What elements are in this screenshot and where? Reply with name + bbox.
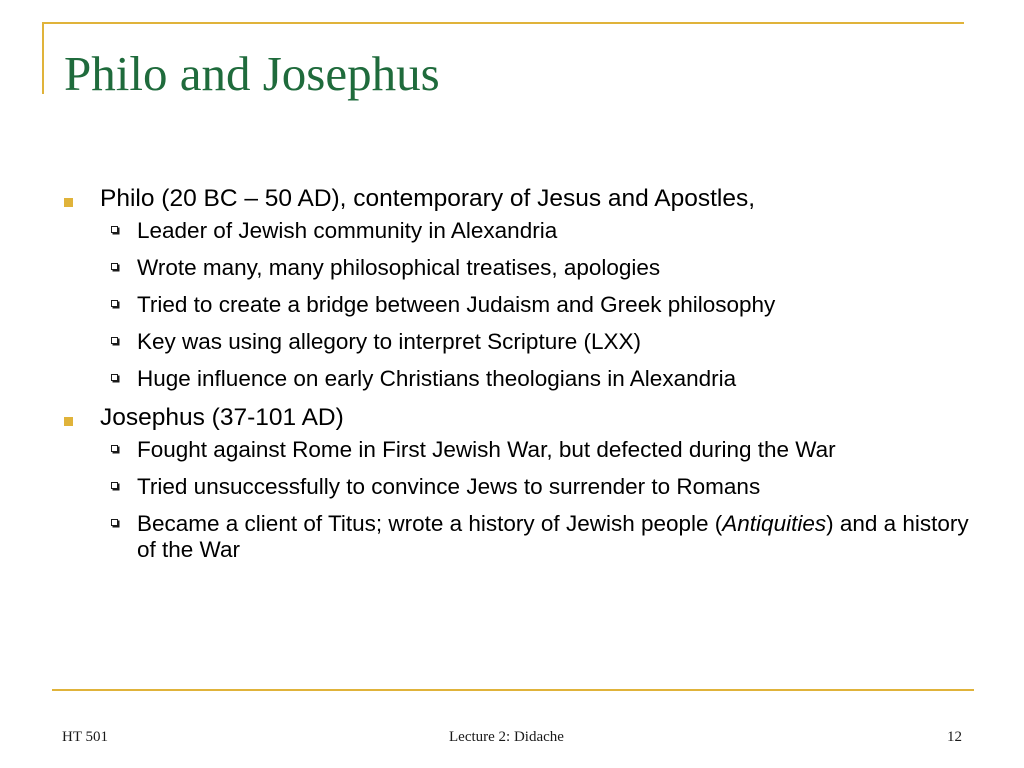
- footer-lecture: Lecture 2: Didache: [449, 729, 564, 745]
- hollow-square-bullet-icon: [111, 300, 118, 307]
- bullet-text: Philo (20 BC – 50 AD), contemporary of Jesus and Apostles,: [100, 185, 756, 212]
- sub-bullet-text-post: ) and a history of the War: [137, 511, 969, 562]
- sub-bullet: [60, 474, 980, 500]
- sub-bullet: [60, 329, 980, 355]
- sub-bullet: [60, 255, 980, 281]
- sub-bullet-text-italic: Antiquities: [722, 511, 827, 536]
- hollow-square-bullet-icon: [111, 226, 118, 233]
- slide-body: [60, 180, 980, 574]
- frame-left-rule: [42, 22, 44, 94]
- square-bullet-icon: [64, 417, 73, 426]
- hollow-square-bullet-icon: [111, 519, 118, 526]
- footer-page-number: 12: [947, 729, 962, 745]
- bullet-philo: [60, 184, 980, 214]
- hollow-square-bullet-icon: [111, 263, 118, 270]
- sub-bullet: [60, 511, 980, 563]
- bullet-text: Josephus (37-101 AD): [100, 404, 344, 431]
- sub-bullet-text-pre: Became a client of Titus; wrote a history of Jewish people (: [137, 511, 723, 536]
- sub-bullet: [60, 218, 980, 244]
- sub-bullet: [60, 366, 980, 392]
- sub-bullet-text: Fought against Rome in First Jewish War, but defected during the War: [137, 437, 836, 462]
- sub-bullet-text: Leader of Jewish community in Alexandria: [137, 218, 558, 243]
- sub-bullet-text: Wrote many, many philosophical treatises, apologies: [137, 255, 661, 280]
- slide-title: Philo and Josephus: [64, 46, 440, 101]
- sub-bullet: [60, 437, 980, 463]
- footer-course: HT 501: [62, 729, 108, 745]
- bullet-josephus: [60, 403, 980, 433]
- sub-bullet-text: Tried unsuccessfully to convince Jews to surrender to Romans: [137, 474, 761, 499]
- square-bullet-icon: [64, 198, 73, 207]
- footer-rule: [52, 689, 974, 691]
- hollow-square-bullet-icon: [111, 337, 118, 344]
- hollow-square-bullet-icon: [111, 374, 118, 381]
- sub-bullet-text: Huge influence on early Christians theologians in Alexandria: [137, 366, 737, 391]
- sub-bullet: [60, 292, 980, 318]
- frame-top-rule: [42, 22, 964, 24]
- hollow-square-bullet-icon: [111, 445, 118, 452]
- sub-bullet-text: Key was using allegory to interpret Scripture (LXX): [137, 329, 641, 354]
- hollow-square-bullet-icon: [111, 482, 118, 489]
- sub-bullet-text: Tried to create a bridge between Judaism and Greek philosophy: [137, 292, 776, 317]
